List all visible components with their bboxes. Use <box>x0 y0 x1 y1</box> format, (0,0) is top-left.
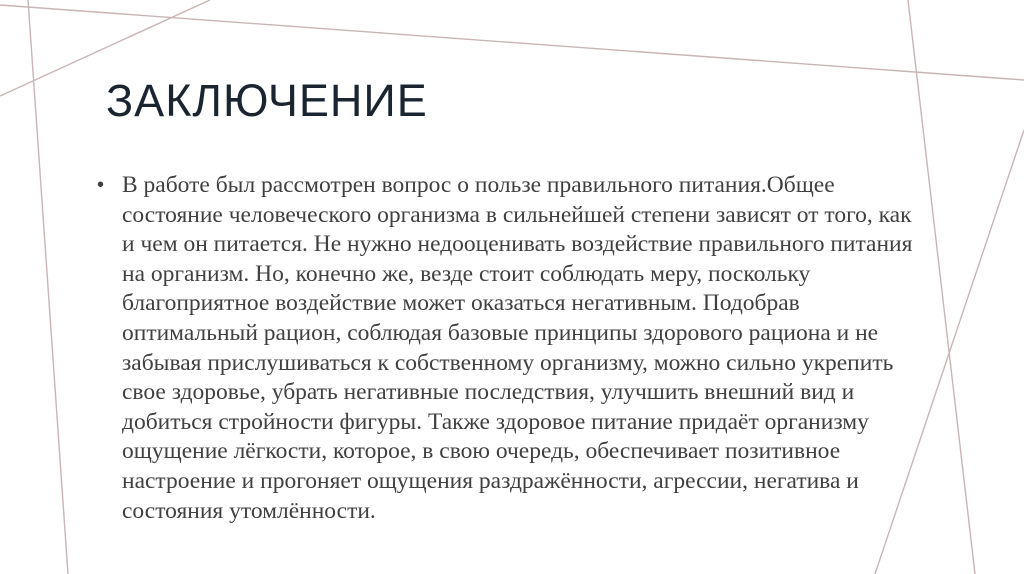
bullet-text: В работе был рассмотрен вопрос о пользе правильного питания.Общее состояние человеческого организма в сильнейшей степени зависят от того, как и чем он питается. Не нужно недооценивать воздействие правильного питания на организм. Но, конечно же, везде стоит соблюдать меру, поскольку благоприятное воздействие может оказаться негативным. Подобрав оптимальный рацион, соблюдая базовые принципы здорового рациона и не забывая прислушиваться к собственному организму, можно сильно укрепить свое здоровье, убрать негативные последствия, улучшить внешний вид и добиться стройности фигуры. Также здоровое питание придаёт организму ощущение лёгкости, которое, в свою очередь, обеспечивает позитивное настроение и прогоняет ощущения раздражённости, агрессии, негатива и состояния утомлённости. <box>122 172 913 524</box>
bullet-marker: • <box>97 174 105 196</box>
frame-line-top-horizontal <box>0 5 1024 80</box>
bullet-list <box>95 171 925 526</box>
frame-line-left-vertical <box>28 0 68 574</box>
bullet-item <box>95 171 925 526</box>
slide-title: ЗАКЛЮЧЕНИЕ <box>106 75 428 126</box>
